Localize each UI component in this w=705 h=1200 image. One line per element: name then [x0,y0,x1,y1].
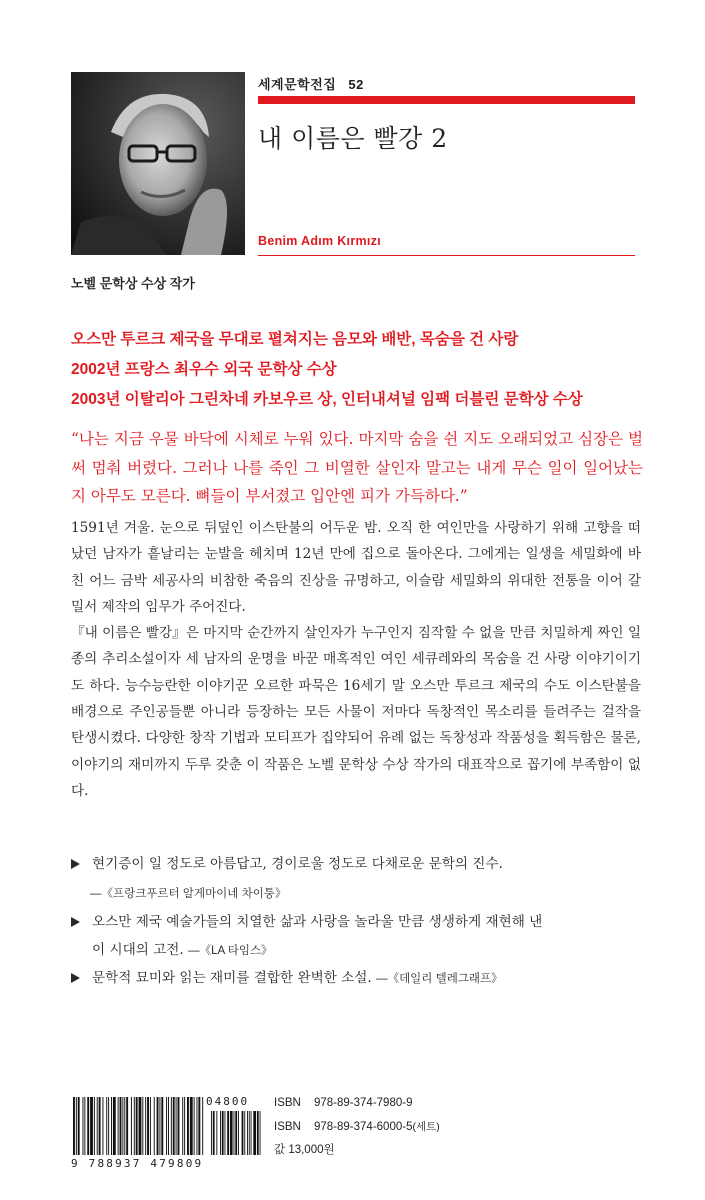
addon-bar [211,1111,212,1155]
barcode-bar [197,1097,198,1155]
review-3-text: 문학적 묘미와 읽는 재미를 결합한 완벽한 소설. [92,970,372,986]
quote-text: “나는 지금 우물 바닥에 시체로 누워 있다. 마지막 숨을 쉰 지도 오래되었고 심장은 벌써 멈춰 버렸다. 그러나 나를 죽인 그 비열한 살인자 말고는 내게 무슨 일이 일어났는지 아무도 모른다. 뼈들이 부서졌고 입안엔 피가 가득하다.” [71,430,643,505]
barcode-bar [118,1097,119,1155]
addon-bar [251,1111,252,1155]
barcode-bar [87,1097,89,1155]
barcode-bar [184,1097,185,1155]
addon-bar [222,1111,224,1155]
opening-quote [71,425,643,511]
headline-3: 2003년 이탈리아 그린차네 카보우르 상, 인터내셔널 임팩 더블린 문학상 수상 [71,391,583,408]
barcode-bar [83,1097,84,1155]
barcode-bar [142,1097,143,1155]
barcode-bar [161,1097,163,1155]
review-3 [71,966,503,986]
barcode-bar [120,1097,122,1155]
review-3-source: —《데일리 텔레그래프》 [376,973,503,985]
barcode-bar [126,1097,128,1155]
bullet-triangle-icon [71,859,80,869]
original-title: Benim Adım Kırmızı [258,234,382,248]
isbn-label: ISBN [274,1121,301,1133]
addon-bar [238,1111,239,1155]
headline-2: 2002년 프랑스 최우수 외국 문학상 수상 [71,361,337,378]
barcode-bar [84,1097,85,1155]
synopsis [71,515,641,804]
barcode-bar [178,1097,180,1155]
addon-bar [260,1111,261,1155]
barcode-bar [202,1097,203,1155]
barcode-bar [113,1097,116,1155]
review-2-source: —《LA 타임스》 [188,945,273,957]
barcode-bar [90,1097,93,1155]
barcode-bar [111,1097,112,1155]
addon-bar [234,1111,235,1155]
synopsis-paragraph-1: 1591년 겨울. 눈으로 뒤덮인 이스탄불의 어두운 밤. 오직 한 여인만을 사랑하기 위해 고향을 떠났던 남자가 흩날리는 눈발을 헤치며 12년 만에 집으로 돌아온다. 그에게는 일생을 세밀화에 바친 어느 금박 세공사의 비참한 죽음의 진상을 규명하고, 이슬람 세밀화의 위대한 전통을 이어 갈 밀서 제작의 임무가 주어진다. [71,520,641,615]
barcode-bar [124,1097,125,1155]
addon-digits: 04800 [206,1095,250,1108]
addon-bar [216,1111,217,1155]
review-2-text-cont: 이 시대의 고전. [92,942,184,958]
book-title: 내 이름은 빨강 2 [258,124,448,153]
barcode-bar [102,1097,103,1155]
addon-bar [247,1111,248,1155]
synopsis-paragraph-2: 『내 이름은 빨강』은 마지막 순간까지 살인자가 누구인지 짐작할 수 없을 만큼 치밀하게 짜인 일종의 추리소설이자 세 남자의 운명을 바꾼 매혹적인 여인 세큐레와의 목숨을 건 사랑 이야기이기도 하다. 능수능란한 이야기꾼 오르한 파묵은 16세기 말 오스만 투르크 제국의 수도 이스탄불을 배경으로 주인공들뿐 아니라 등장하는 모든 사물이 저마다 독창적인 목소리를 들려주는 걸작을 탄생시켰다. 다양한 창작 기법과 모티프가 집약되어 유례 없는 독창성과 작품성을 획득함은 물론, 이야기의 재미까지 두루 갖춘 이 작품은 노벨 문학상 수상 작가의 대표작으로 꼽기에 부족함이 없다. [71,625,641,799]
barcode-bar [97,1097,98,1155]
barcode-bar [187,1097,189,1155]
series-label [258,74,364,93]
barcode-bar [147,1097,149,1155]
barcode-bar [190,1097,193,1155]
addon-bar [230,1111,233,1155]
isbn-note: (세트) [412,1121,440,1133]
barcode-bar [154,1097,155,1155]
barcode-bar [76,1097,77,1155]
review-1 [71,852,503,872]
price-line [274,1141,335,1157]
addon-bar [257,1111,259,1155]
series-number: 52 [348,77,364,92]
isbn-value: 978-89-374-6000-5 [314,1121,413,1133]
addon-bar [244,1111,245,1155]
price-label: 값 [274,1144,286,1156]
series-name: 세계문학전집 [258,77,337,92]
barcode-bar [194,1097,195,1155]
barcode-bar [159,1097,160,1155]
review-2 [71,910,542,930]
barcode-bar [157,1097,159,1155]
barcode-bar [139,1097,142,1155]
addon-bar [253,1111,256,1155]
review-2-line2 [92,938,273,958]
price-value: 13,000원 [288,1144,335,1156]
review-1-source: —《프랑크푸르터 알게마이네 차이퉁》 [90,888,287,900]
bullet-triangle-icon [71,917,80,927]
barcode-bar [94,1097,95,1155]
barcode-bar [145,1097,146,1155]
barcode-bar [122,1097,123,1155]
addon-bar [213,1111,215,1155]
barcode-digits: 9 788937 479809 [71,1157,204,1170]
barcode-bar [73,1097,75,1155]
bullet-triangle-icon [71,973,80,983]
review-2-text: 오스만 제국 예술가들의 치열한 삶과 사랑을 놀라울 만큼 생생하게 재현해 낸 [92,914,543,930]
isbn-line-2 [274,1119,440,1134]
barcode-bar [131,1097,132,1155]
barcode-bar [106,1097,107,1155]
barcode-bar [173,1097,175,1155]
barcode-bar [176,1097,177,1155]
barcode-bar [166,1097,167,1155]
barcode-bar [108,1097,109,1155]
barcode-bar [78,1097,80,1155]
isbn-label: ISBN [274,1097,301,1109]
addon-bar [242,1111,244,1155]
barcode-bar [136,1097,138,1155]
barcode-bar [182,1097,183,1155]
barcode-bar [150,1097,151,1155]
addon-bar [220,1111,221,1155]
isbn-value: 978-89-374-7980-9 [314,1097,413,1109]
barcode-bar [134,1097,135,1155]
barcode-bar [171,1097,172,1155]
photo-caption: 노벨 문학상 수상 작가 [71,276,195,291]
review-1-text: 현기증이 일 정도로 아름답고, 경이로울 정도로 다채로운 문학의 진수. [92,856,503,872]
barcode-bar [99,1097,101,1155]
barcode-bar [198,1097,200,1155]
headline-1: 오스만 투르크 제국을 무대로 펼쳐지는 음모와 배반, 목숨을 건 사랑 [71,331,519,348]
barcode-bar [168,1097,169,1155]
red-divider-thick [258,96,635,104]
addon-bar [225,1111,226,1155]
addon-bar [235,1111,237,1155]
addon-bar [249,1111,250,1155]
isbn-line-1 [274,1097,412,1109]
addon-bar [227,1111,229,1155]
red-divider-thin [258,255,635,256]
author-photo [71,72,245,255]
